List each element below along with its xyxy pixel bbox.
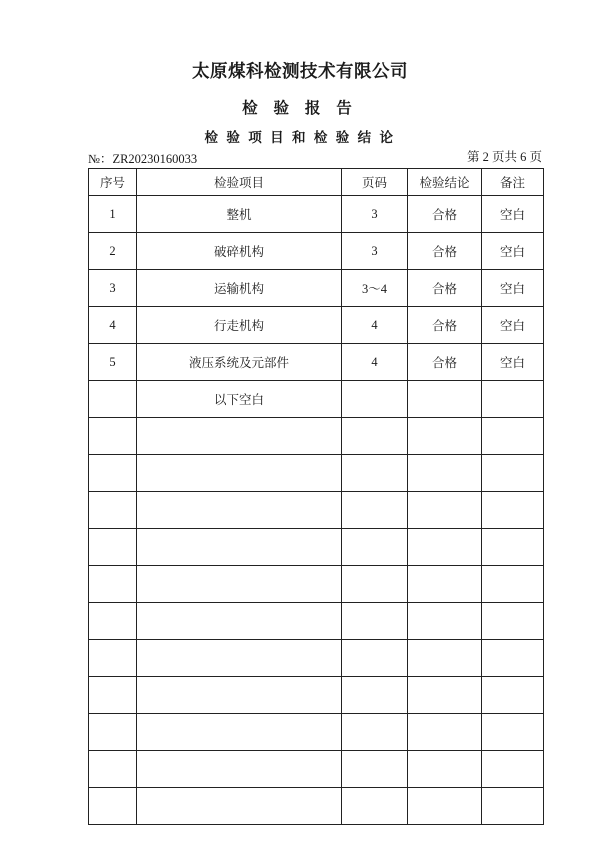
cell-page (342, 529, 408, 566)
table-row (89, 566, 544, 603)
cell-page: 3～4 (342, 270, 408, 307)
cell-page (342, 381, 408, 418)
cell-remark (482, 640, 544, 677)
cell-remark (482, 455, 544, 492)
cell-no: 2 (89, 233, 137, 270)
cell-remark: 空白 (482, 196, 544, 233)
cell-result: 合格 (408, 270, 482, 307)
cell-page (342, 418, 408, 455)
cell-no (89, 418, 137, 455)
cell-result (408, 418, 482, 455)
cell-item (137, 418, 342, 455)
cell-no (89, 455, 137, 492)
cell-result (408, 788, 482, 825)
table-row (89, 492, 544, 529)
cell-result (408, 603, 482, 640)
cell-no (89, 529, 137, 566)
cell-no (89, 714, 137, 751)
cell-no (89, 640, 137, 677)
cell-page (342, 751, 408, 788)
cell-item: 以下空白 (137, 381, 342, 418)
cell-item: 整机 (137, 196, 342, 233)
table-row (89, 270, 544, 307)
cell-page (342, 677, 408, 714)
document-number-label: №： (88, 152, 113, 166)
table-row (89, 381, 544, 418)
cell-item (137, 455, 342, 492)
cell-page: 4 (342, 307, 408, 344)
cell-page (342, 492, 408, 529)
cell-item (137, 640, 342, 677)
cell-remark (482, 751, 544, 788)
cell-item (137, 677, 342, 714)
section-title: 检 验 项 目 和 检 验 结 论 (204, 130, 396, 145)
cell-item (137, 751, 342, 788)
cell-item: 破碎机构 (137, 233, 342, 270)
page-indicator: 第 2 页共 6 页 (466, 150, 542, 164)
table-row (89, 640, 544, 677)
cell-no (89, 677, 137, 714)
table-row (89, 677, 544, 714)
cell-no (89, 788, 137, 825)
cell-no: 4 (89, 307, 137, 344)
cell-remark (482, 603, 544, 640)
cell-item (137, 788, 342, 825)
table-row (89, 603, 544, 640)
cell-remark (482, 381, 544, 418)
cell-no: 3 (89, 270, 137, 307)
cell-remark: 空白 (482, 344, 544, 381)
table-row (89, 751, 544, 788)
cell-result (408, 529, 482, 566)
cell-result (408, 751, 482, 788)
cell-page: 3 (342, 233, 408, 270)
column-header-result: 检验结论 (408, 169, 482, 196)
cell-remark: 空白 (482, 233, 544, 270)
cell-page: 4 (342, 344, 408, 381)
table-row (89, 196, 544, 233)
cell-result (408, 492, 482, 529)
cell-item (137, 566, 342, 603)
cell-page (342, 603, 408, 640)
cell-remark (482, 677, 544, 714)
table-row (89, 714, 544, 751)
cell-item (137, 529, 342, 566)
table-row (89, 418, 544, 455)
table-row (89, 529, 544, 566)
cell-result (408, 566, 482, 603)
column-header-remark: 备注 (482, 169, 544, 196)
cell-page (342, 788, 408, 825)
cell-remark (482, 566, 544, 603)
inspection-items-table (88, 168, 544, 825)
report-title: 检 验 报 告 (242, 100, 358, 117)
cell-no (89, 566, 137, 603)
cell-remark (482, 714, 544, 751)
cell-item (137, 492, 342, 529)
table-row (89, 233, 544, 270)
cell-remark (482, 529, 544, 566)
cell-page (342, 714, 408, 751)
cell-item (137, 603, 342, 640)
table-header-row (89, 169, 544, 196)
cell-result: 合格 (408, 307, 482, 344)
table-row (89, 455, 544, 492)
document-number-value: ZR20230160033 (112, 152, 198, 166)
cell-result (408, 455, 482, 492)
cell-item (137, 714, 342, 751)
cell-result: 合格 (408, 196, 482, 233)
cell-page: 3 (342, 196, 408, 233)
cell-no: 1 (89, 196, 137, 233)
cell-page (342, 566, 408, 603)
cell-result: 合格 (408, 233, 482, 270)
company-title: 太原煤科检测技术有限公司 (192, 61, 408, 81)
table-row (89, 788, 544, 825)
table-row (89, 344, 544, 381)
cell-result (408, 640, 482, 677)
cell-remark: 空白 (482, 307, 544, 344)
cell-item: 液压系统及元部件 (137, 344, 342, 381)
column-header-item: 检验项目 (137, 169, 342, 196)
cell-remark (482, 788, 544, 825)
cell-no (89, 492, 137, 529)
cell-no (89, 381, 137, 418)
cell-remark (482, 492, 544, 529)
cell-result (408, 714, 482, 751)
cell-page (342, 640, 408, 677)
document-number (88, 149, 197, 167)
cell-remark (482, 418, 544, 455)
column-header-page: 页码 (342, 169, 408, 196)
cell-no (89, 751, 137, 788)
cell-item: 行走机构 (137, 307, 342, 344)
table-row (89, 307, 544, 344)
cell-result (408, 381, 482, 418)
cell-remark: 空白 (482, 270, 544, 307)
column-header-no: 序号 (89, 169, 137, 196)
cell-item: 运输机构 (137, 270, 342, 307)
cell-no (89, 603, 137, 640)
cell-result (408, 677, 482, 714)
cell-no: 5 (89, 344, 137, 381)
cell-result: 合格 (408, 344, 482, 381)
cell-page (342, 455, 408, 492)
